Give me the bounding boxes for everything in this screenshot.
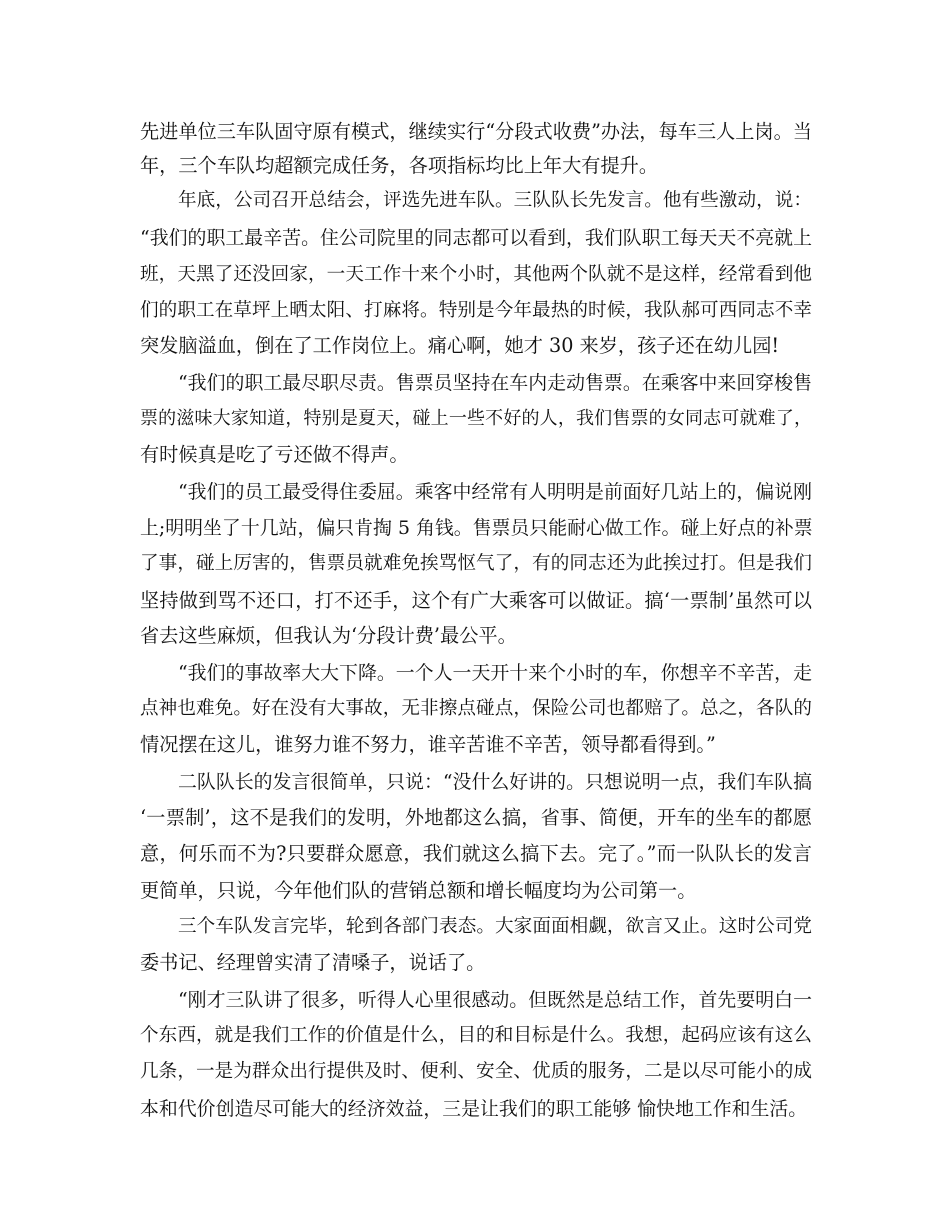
text-line: ‘一票制’，这不是我们的发明，外地都这么搞，省事、简便，开车的坐车的都愿 [140, 806, 812, 829]
text-line: 三个车队发言完毕，轮到各部门表态。大家面面相觑，欲言又止。这时公司党 [178, 916, 812, 937]
text-line: 年底，公司召开总结会，评选先进车队。三队队长先发言。他有些激动，说： [178, 190, 812, 211]
text-line: “刚才三队讲了很多，听得人心里很感动。但既然是总结工作，首先要明白一 [178, 989, 812, 1011]
text-line: “我们的员工最受得住委屈。乘客中经常有人明明是前面好几站上的，偏说刚 [178, 481, 812, 503]
text-line: 意，何乐而不为?只要群众愿意，我们就这么搞下去。完了。”而一队队长的发言 [140, 842, 812, 865]
text-line: 坚持做到骂不还口，打不还手，这个有广大乘客可以做证。搞‘一票制’虽然可以 [140, 589, 812, 612]
text-line: 情况摆在这儿，谁努力谁不努力，谁辛苦谁不辛苦，领导都看得到。” [140, 733, 716, 756]
text-line: 点神也难免。好在没有大事故，无非擦点碰点，保险公司也都赔了。总之，各队的 [140, 698, 812, 719]
text-line: “我们的职工最辛苦。住公司院里的同志都可以看到，我们队职工每天天不亮就上 [140, 227, 812, 249]
text-line: “我们的事故率大大下降。一个人一天开十来个小时的车，你想辛不辛苦，走 [178, 662, 812, 684]
text-line: 二队队长的发言很简单，只说：“没什么好讲的。只想说明一点，我们车队搞 [178, 771, 812, 793]
text-line: “我们的职工最尽职尽责。售票员坚持在车内走动售票。在乘客中来回穿梭售 [178, 372, 812, 394]
text-line: 有时候真是吃了亏还做不得声。 [140, 443, 409, 466]
text-line: 突发脑溢血，倒在了工作岗位上。痛心啊，她才 30 来岁，孩子还在幼儿园! [140, 334, 780, 357]
text-line: 先进单位三车队固守原有模式，继续实行“分段式收费”办法，每车三人上岗。当 [140, 120, 812, 143]
text-line: 本和代价创造尽可能大的经济效益，三是让我们的职工能够 愉快地工作和生活。 [140, 1098, 808, 1120]
text-line: 了事，碰上厉害的，售票员就难免挨骂怄气了，有的同志还为此挨过打。但是我们 [140, 553, 812, 574]
text-line: 个东西，就是我们工作的价值是什么，目的和目标是什么。我想，起码应该有这么 [140, 1025, 812, 1046]
text-line: 年，三个车队均超额完成任务，各项指标均比上年大有提升。 [140, 154, 659, 177]
text-line: 班，天黑了还没回家，一天工作十来个小时，其他两个队就不是这样，经常看到他 [140, 264, 812, 285]
text-line: 委书记、经理曾实清了清嗓子，说话了。 [140, 951, 486, 974]
text-line: 票的滋味大家知道，特别是夏天，碰上一些不好的人，我们售票的女同志可就难了， [140, 408, 812, 429]
text-line: 省去这些麻烦，但我认为‘分段计费’最公平。 [140, 624, 517, 647]
text-line: 几条，一是为群众出行提供及时、便利、安全、优质的服务，二是以尽可能小的成 [140, 1061, 812, 1082]
text-line: 更简单，只说，今年他们队的营销总额和增长幅度均为公司第一。 [140, 879, 697, 902]
text-line: 上;明明坐了十几站，偏只肯掏 5 角钱。售票员只能耐心做工作。碰上好点的补票 [140, 517, 813, 539]
text-line: 们的职工在草坪上晒太阳、打麻将。特别是今年最热的时候，我队郝可西同志不幸 [140, 300, 812, 321]
